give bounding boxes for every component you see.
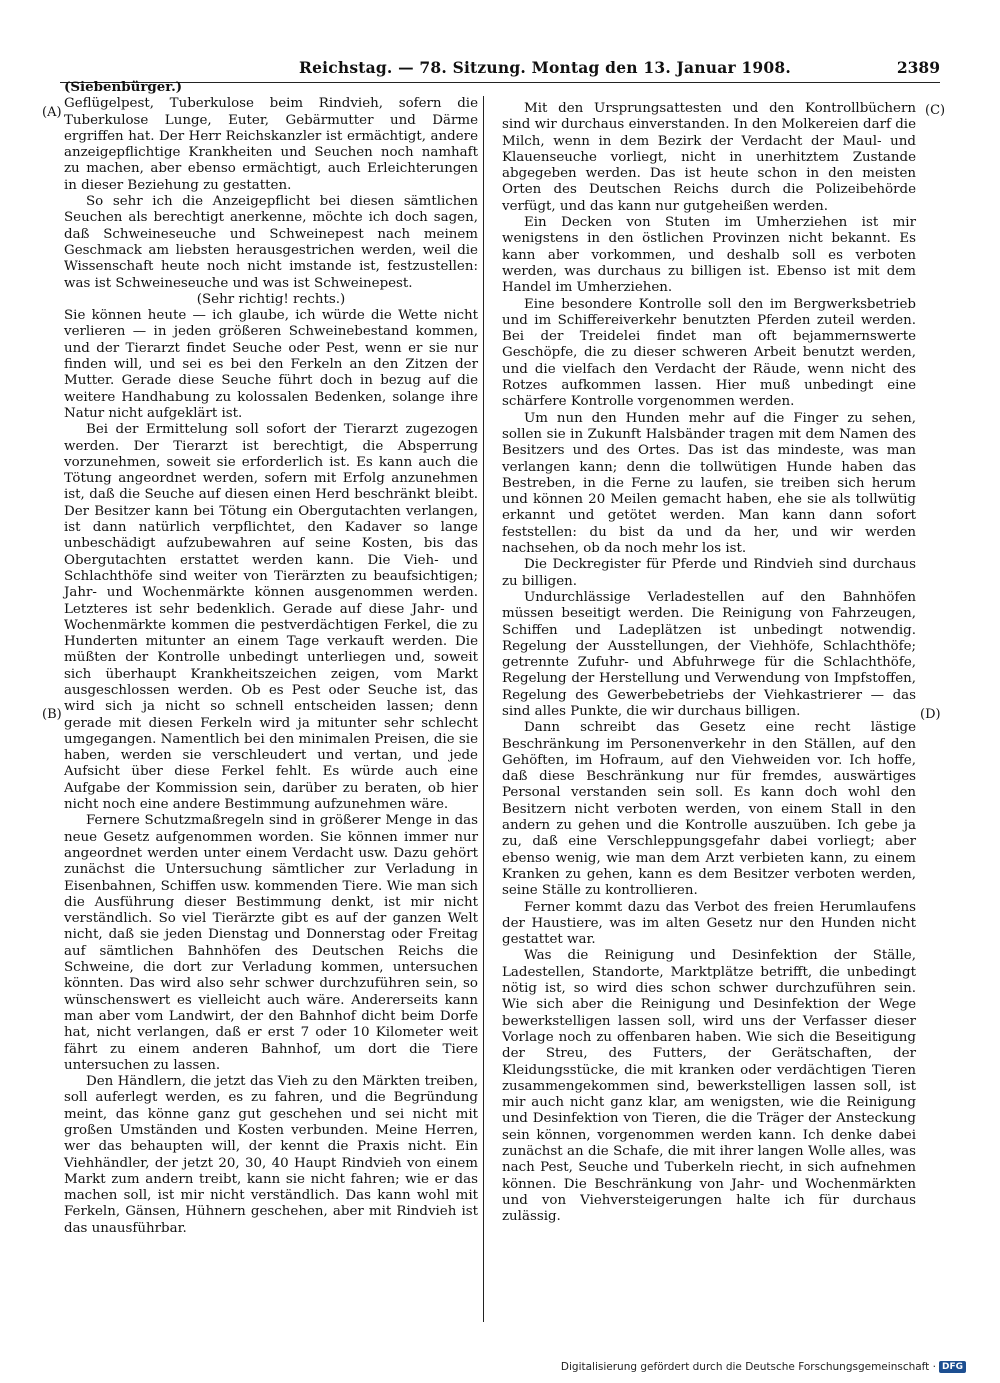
margin-marker-c: (C): [925, 103, 946, 118]
paragraph: Was die Reinigung und Desinfektion der Ställe, Ladestellen, Standorte, Marktplätze betrifft, die unbedingt nötig ist, so wird dies schon schwer durchzuführen sein. Wie sich aber die Reinigung und Desinfektion der Wege bewerkstelligen lassen soll, wird uns der Verfasser dieser Vorlage noch zu offenbaren haben. Wie sich die Beseitigung der Streu, des Futters, der Gerätschaften, der Kleidungsstücke, die mit kranken oder verdächtigen Tieren zusammengekommen sind, bewerkstelligen lassen soll, ist mir auch nicht ganz klar, am wenigsten, wie die Reinigung und Desinfektion von Tieren, die die Träger der Ansteckung sein können, vorgenommen werden kann. Ich denke dabei zunächst an die Schafe, die mit ihrer langen Wolle alles, was nach Pest, Seuche und Tuberkeln riecht, in sich aufnehmen können. Die Beschränkung von Jahr- und Wochenmärkten und von Viehversteigerungen halte ich für durchaus zulässig.: [502, 948, 916, 1225]
margin-marker-d: (D): [920, 707, 941, 722]
header-title: Reichstag. — 78. Sitzung. Montag den 13. Januar 1908.: [299, 58, 791, 77]
left-column: [64, 79, 478, 1237]
margin-marker-a: (A): [42, 105, 62, 120]
interjection: (Sehr richtig! rechts.): [196, 291, 346, 307]
paragraph: Den Händlern, die jetzt das Vieh zu den Märkten treiben, soll auferlegt werden, es zu fahren, und die Begründung meint, das könne ganz gut geschehen und sei nicht mit großen Umständen und Kosten verbunden. Meine Herren, wer das behaupten will, der kennt die Praxis nicht. Ein Viehhändler, der jetzt 20, 30, 40 Haupt Rindvieh von einem Markt zum andern treibt, kann sie nicht fahren; wie er das machen soll, ist mir nicht verständlich. Das kann wohl mit Ferkeln, Gänsen, Hühnern geschehen, aber mit Rindvieh ist das unausführbar.: [64, 1074, 478, 1236]
speaker-name: (Siebenbürger.): [64, 79, 183, 95]
column-divider: [483, 96, 484, 1322]
running-header: [60, 58, 940, 80]
footer-text: Digitalisierung gefördert durch die Deutsche Forschungsgemeinschaft ·: [560, 1361, 936, 1373]
paragraph: So sehr ich die Anzeigepflicht bei diesen sämtlichen Seuchen als berechtigt anerkenne, möchte ich doch sagen, daß Schweineseuche und Schweinepest nach meinem Geschmack am liebsten herausgestrichen werden, weil die Wissenschaft heute noch nicht imstande ist, festzustellen: was ist Schweineseuche und was ist Schweinepest.: [64, 194, 478, 291]
paragraph: Dann schreibt das Gesetz eine recht lästige Beschränkung im Personenverkehr in den Ställen, auf den Gehöften, im Hofraum, auf den Viehweiden vor. Ich hoffe, daß diese Beschränkung nur für fremdes, auswärtiges Personal verstanden sein soll. Es kann doch wohl den Besitzern nicht verboten werden, von einem Stall in den andern zu gehen und die Kontrolle auszuüben. Ich gebe ja zu, daß eine Verschleppungsgefahr dabei vorliegt; aber ebenso wenig, wie man dem Arzt verbieten kann, zu einem Kranken zu gehen, kann es dem Besitzer verboten werden, seine Ställe zu kontrollieren.: [502, 720, 916, 899]
paragraph: Um nun den Hunden mehr auf die Finger zu sehen, sollen sie in Zukunft Halsbänder tragen mit dem Namen des Besitzers und des Ortes. Das ist das mindeste, was man verlangen kann; denn die tollwütigen Hunde haben das Bestreben, in die Ferne zu laufen, sie treiben sich herum und können 20 Meilen gemacht haben, ehe sie als tollwütig erkannt und getötet werden. Man kann dann sofort feststellen: du bist da und da her, und wir werden nachsehen, ob da noch mehr los ist.: [502, 410, 916, 557]
paragraph: Geflügelpest, Tuberkulose beim Rindvieh, sofern die Tuberkulose Lunge, Euter, Gebärmutter und Därme ergriffen hat. Der Herr Reichskanzler ist ermächtigt, andere anzeigepflichtige Krankheiten und Seuchen noch namhaft zu machen, aber ebenso ermächtigt, auch Erleichterungen in dieser Beziehung zu gestatten.: [64, 96, 478, 193]
paragraph: Sie können heute — ich glaube, ich würde die Wette nicht verlieren — in jeden größeren Schweinebestand kommen, und der Tierarzt findet Seuche oder Pest, wenn er sie nur finden will, und sei es bei den Ferkeln an den Zitzen der Mutter. Gerade diese Seuche führt doch in bezug auf die weitere Handhabung zu kolossalen Bedenken, solange ihre Natur nicht aufgeklärt ist.: [64, 308, 478, 421]
paragraph: Bei der Ermittelung soll sofort der Tierarzt zugezogen werden. Der Tierarzt ist berechtigt, die Absperrung vorzunehmen, soweit sie erforderlich ist. Es kann auch die Tötung angeordnet werden, sofern mit Erfolg anzunehmen ist, daß die Seuche auf diesen einen Herd beschränkt bleibt. Der Besitzer kann bei Tötung ein Obergutachten verlangen, ist dann natürlich verpflichtet, den Kadaver so lange unbeschädigt aufzubewahren auf seine Kosten, bis das Obergutachten erstattet werden kann. Die Vieh- und Schlachthöfe sind weiter von Tierärzten zu beaufsichtigen; Jahr- und Wochenmärkte können ausgenommen werden. Letzteres ist sehr bedenklich. Gerade auf diese Jahr- und Wochenmärkte kommen die pestverdächtigen Ferkel, die zu Hunderten mitunter an einem Tage verkauft werden. Die müßten der Kontrolle unbedingt unterliegen und, soweit sich überhaupt Krankheitszeichen zeigen, vom Markt ausgeschlossen werden. Ob es Pest oder Seuche ist, das wird sich ja nicht so schnell entscheiden lassen; denn gerade mit diesen Ferkeln wird ja mitunter sehr schlecht umgegangen. Namentlich bei den minimalen Preisen, die sie haben, werden sie verschleudert und vertan, und jede Aufsicht über diese Ferkel fehlt. Es würde auch eine Aufgabe der Kommission sein, darüber zu beraten, ob hier nicht noch eine andere Bestimmung aufzunehmen wäre.: [64, 422, 478, 813]
page-number: 2389: [896, 58, 940, 77]
paragraph: Ferner kommt dazu das Verbot des freien Herumlaufens der Haustiere, was im alten Gesetz nur den Hunden nicht gestattet war.: [502, 899, 916, 948]
right-column: [502, 101, 916, 1225]
paragraph: Fernere Schutzmaßregeln sind in größerer Menge in das neue Gesetz aufgenommen worden. Sie können immer nur angeordnet werden unter einem Verdacht usw. Dazu gehört zunächst die Untersuchung sämtlicher zur Verladung in Eisenbahnen, Schiffen usw. kommenden Tiere. Wie man sich die Ausführung dieser Bestimmung denkt, ist mir nicht verständlich. So viel Tierärzte gibt es auf der ganzen Welt nicht, daß sie jeden Dienstag und Donnerstag oder Freitag auf sämtlichen Bahnhöfen des Deutschen Reichs die Schweine, die dort zur Verladung kommen, untersuchen könnten. Das wird also sehr schwer durchzuführen sein, so wünschenswert es vielleicht auch wäre. Andererseits kann man aber vom Landwirt, der den Bahnhof dicht beim Dorfe hat, nicht verlangen, daß er erst 7 oder 10 Kilometer weit fährt zu einem anderen Bahnhof, um dort die Tiere untersuchen zu lassen.: [64, 813, 478, 1073]
paragraph: Mit den Ursprungsattesten und den Kontrollbüchern sind wir durchaus einverstanden. In den Molkereien darf die Milch, wenn in dem Bezirk der Verdacht der Maul- und Klauenseuche vorliegt, nicht in unerhitztem Zustande abgegeben werden. Das ist heute schon in den meisten Orten des Deutschen Reichs durch die Polizeibehörde verfügt, und das kann nur gutgeheißen werden.: [502, 101, 916, 214]
paragraph: Ein Decken von Stuten im Umherziehen ist mir wenigstens in den östlichen Provinzen nicht bekannt. Es kann aber vorkommen, und deshalb soll es verboten werden, was durchaus zu billigen ist. Ebenso ist mit dem Handel im Umherziehen.: [502, 215, 916, 296]
margin-marker-b: (B): [42, 707, 62, 722]
paragraph: Undurchlässige Verladestellen auf den Bahnhöfen müssen beseitigt werden. Die Reinigung von Fahrzeugen, Schiffen und Ladeplätzen ist unbedingt notwendig. Regelung der Ausstellungen, der Viehhöfe, Schlachthöfe; getrennte Zufuhr- und Abfuhrwege für die Schlachthöfe, Regelung der Herstellung und Verwendung von Impfstoffen, Regelung des Gewerbebetriebs der Viehkastrierer — das sind alles Punkte, die wir durchaus billigen.: [502, 589, 916, 719]
funding-footer: [561, 1361, 966, 1373]
dfg-logo: DFG: [939, 1361, 966, 1373]
paragraph: Eine besondere Kontrolle soll den im Bergwerksbetrieb und im Schiffereiverkehr benutzten Pferden zuteil werden. Bei der Treidelei findet man oft bejammernswerte Geschöpfe, die zu dieser schweren Arbeit benutzt werden, und die vielfach den Verdacht der Räude, wenn nicht des Rotzes aufkommen lassen. Hier muß unbedingt eine schärfere Kontrolle vorgenommen werden.: [502, 296, 916, 410]
paragraph: Die Deckregister für Pferde und Rindvieh sind durchaus zu billigen.: [502, 557, 916, 589]
